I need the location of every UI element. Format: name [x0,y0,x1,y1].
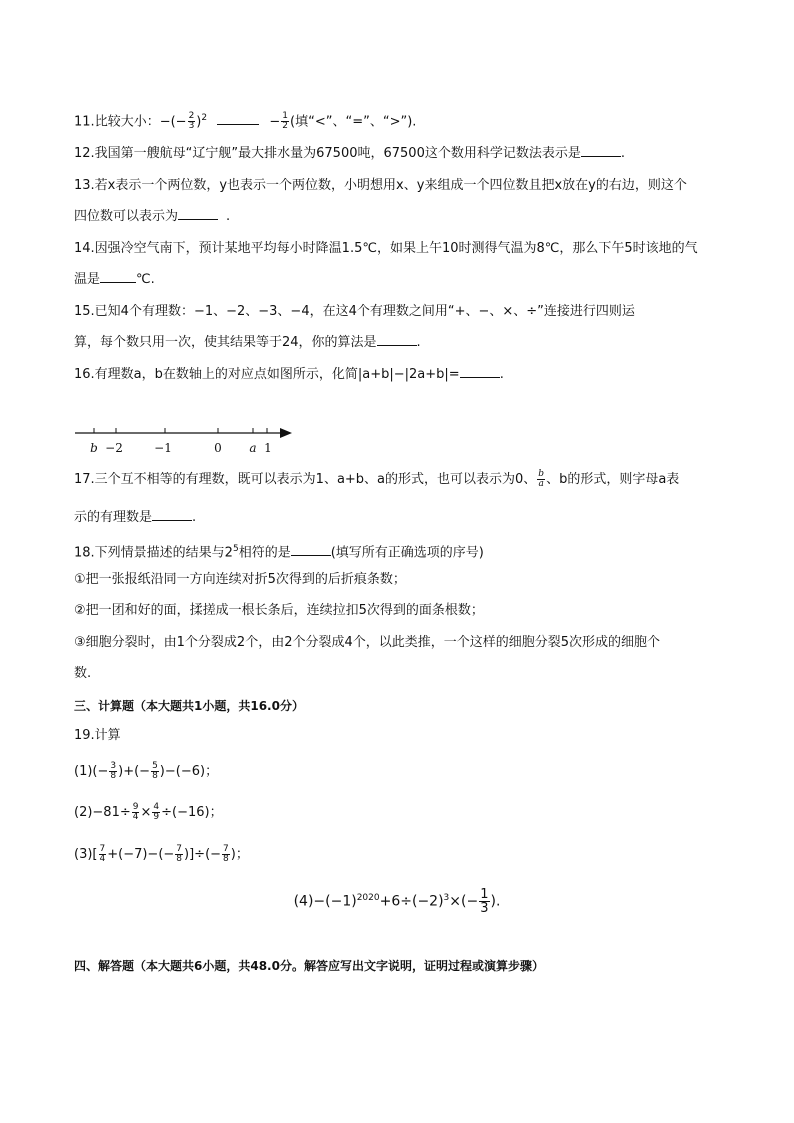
q17-text: 17.三个互不相等的有理数，既可以表示为1、a+b、a的形式，也可以表示为0、 [74,472,537,487]
fraction-1-2 [281,112,289,131]
question-15-line2 [74,333,421,353]
fraction [222,845,230,864]
q18-exponent: 5 [232,544,239,554]
expr: )+(− [118,764,151,779]
q11-text: 比较大小： [94,114,160,130]
q18-option-2 [74,601,484,621]
fraction-denominator: 8 [110,771,117,781]
fraction-denominator: a [538,479,544,489]
fraction-b-over-a [537,470,545,489]
question-11 [74,108,416,132]
question-13-line2 [74,207,230,227]
q13-text-2: 四位数可以表示为 [74,209,179,224]
q11-paren: ) [196,114,202,130]
q14-unit: ℃. [136,272,155,287]
expr: (2)−81÷ [74,805,131,820]
fraction-numerator: 2 [188,111,195,122]
fraction-numerator: 7 [99,844,106,854]
q18-text-b: 相符的是 [238,545,291,561]
fraction-numerator: 1 [480,887,489,903]
q15-text: 15.已知4个有理数：−1、−2、−3、−4，在这4个有理数之间用“+、−、×、÷”连接进行四则运 [74,304,635,319]
q14-text: 14.因强冷空气南下，预计某地平均每小时降温1.5℃，如果上午10时测得气温为8℃，那么下午5时该地的气 [74,241,698,256]
expr: )； [230,847,249,862]
label-0: 0 [214,441,222,455]
q11-exponent: 2 [201,113,208,123]
expr: (4)−(−1) [293,893,357,910]
expr: +(−7)−(− [107,847,175,862]
label-minus-2: −2 [105,441,123,455]
expr: +6÷(−2) [379,893,444,910]
expr: ×(− [449,893,479,910]
answer-blank[interactable] [178,207,218,220]
fraction-numerator: 5 [152,761,158,771]
q16-end: . [499,367,504,382]
expr: (3)[ [74,847,98,862]
fraction-denominator: 4 [99,854,106,864]
question-15-line1 [74,302,635,322]
label-1: 1 [264,441,272,455]
q18-option-3-cont [74,664,91,684]
section-3-heading [74,696,304,716]
fraction [99,845,107,864]
answer-blank[interactable] [581,144,621,157]
answer-blank[interactable] [217,112,259,125]
question-17-line1 [74,470,679,490]
q11-minus: − [269,114,281,130]
q18-option-1 [74,570,406,590]
q12-end: . [620,146,625,161]
section-3-title: 三、计算题（本大题共1小题，共16.0分） [74,699,304,713]
fraction-2-3 [188,112,196,131]
question-17-line2 [74,508,196,528]
label-a: a [249,441,257,455]
answer-blank[interactable] [460,365,500,378]
question-19-title [74,726,121,746]
fraction [152,803,160,822]
q18-instruction: (填写所有正确选项的序号) [330,545,484,561]
q11-expr: −(− [159,114,187,130]
q19-part-1 [74,762,218,782]
fraction [151,762,159,781]
fraction-denominator: 2 [282,121,289,132]
q17-text-2: 示的有理数是 [74,510,153,525]
exponent: 3 [443,893,450,903]
answer-blank[interactable] [291,543,331,556]
number-line-figure [70,420,300,460]
fraction-numerator: 7 [223,844,229,854]
section-4-title: 四、解答题（本大题共6小题，共48.0分。解答应写出文字说明，证明过程或演算步骤） [74,959,544,973]
fraction-numerator: b [538,469,545,479]
fraction-denominator: 3 [480,901,489,917]
fraction-numerator: 7 [176,844,183,854]
q11-instruction: (填“<”、“=”、“>”). [290,114,417,130]
q18-option-2-text: ②把一团和好的面，揉搓成一根长条后，连续拉扣5次得到的面条根数； [74,603,484,618]
fraction-denominator: 8 [152,771,158,781]
fraction [109,762,117,781]
q12-text: 12.我国第一艘航母“辽宁舰”最大排水量为67500吨，67500这个数用科学记数法表示是 [74,146,581,161]
fraction-numerator: 4 [153,802,160,812]
question-14-line1 [74,239,698,259]
q17-text-b: 、b的形式，则字母a表 [546,472,680,487]
fraction-denominator: 4 [132,812,139,822]
q18-option-3-text: ③细胞分裂时，由1个分裂成2个，由2个分裂成4个，以此类推，一个这样的细胞分裂5次形成的细胞个 [74,635,661,650]
expr: ). [490,893,501,910]
q17-end: . [192,510,197,525]
q18-text: 18.下列情景描述的结果与2 [74,545,233,561]
q16-text: 16.有理数a，b在数轴上的对应点如图所示，化简|a+b|−|2a+b|= [74,367,460,382]
answer-blank[interactable] [100,270,136,283]
label-minus-1: −1 [154,441,172,455]
fraction-denominator: 8 [176,854,183,864]
q19-title: 19.计算 [74,728,121,743]
question-16 [74,365,504,385]
answer-blank[interactable] [377,333,417,346]
q18-option-3 [74,633,660,653]
fraction-numerator: 9 [132,802,139,812]
q19-part-3 [74,845,249,865]
q14-text-2: 温是 [74,272,101,287]
fraction-denominator: 3 [188,121,195,132]
q18-option-1-text: ①把一张报纸沿同一方向连续对折5次得到的后折痕条数； [74,572,406,587]
q19-part-4 [0,886,794,915]
section-4-heading [74,956,544,976]
fraction-numerator: 3 [110,761,117,771]
q15-end: . [416,335,421,350]
q13-end: . [226,209,231,224]
label-b: b [90,441,98,455]
expr: ÷(−16)； [161,805,223,820]
expr: )−(−6)； [159,764,219,779]
fraction-numerator: 1 [282,111,289,122]
expr: (1)(− [74,764,109,779]
question-18 [74,539,484,563]
fraction-denominator: 9 [153,812,160,822]
q18-option-3-text-2: 数. [74,666,92,681]
question-14-line2 [74,270,155,290]
q13-text: 13.若x表示一个两位数，y也表示一个两位数，小明想用x、y来组成一个四位数且把x放在y的右边，则这个 [74,178,687,193]
question-13-line1 [74,176,687,196]
fraction [175,845,183,864]
answer-blank[interactable] [152,508,192,521]
expr: )]÷(− [184,847,222,862]
q15-text-2: 算，每个数只用一次，使其结果等于24，你的算法是 [74,335,377,350]
arrow-right-icon [280,428,292,438]
question-12 [74,144,625,164]
q19-part-2 [74,803,223,823]
fraction [479,888,489,915]
exponent: 2020 [356,893,380,903]
fraction [132,803,140,822]
q11-number: 11. [74,114,95,130]
fraction-denominator: 8 [223,854,229,864]
expr: × [140,805,152,820]
